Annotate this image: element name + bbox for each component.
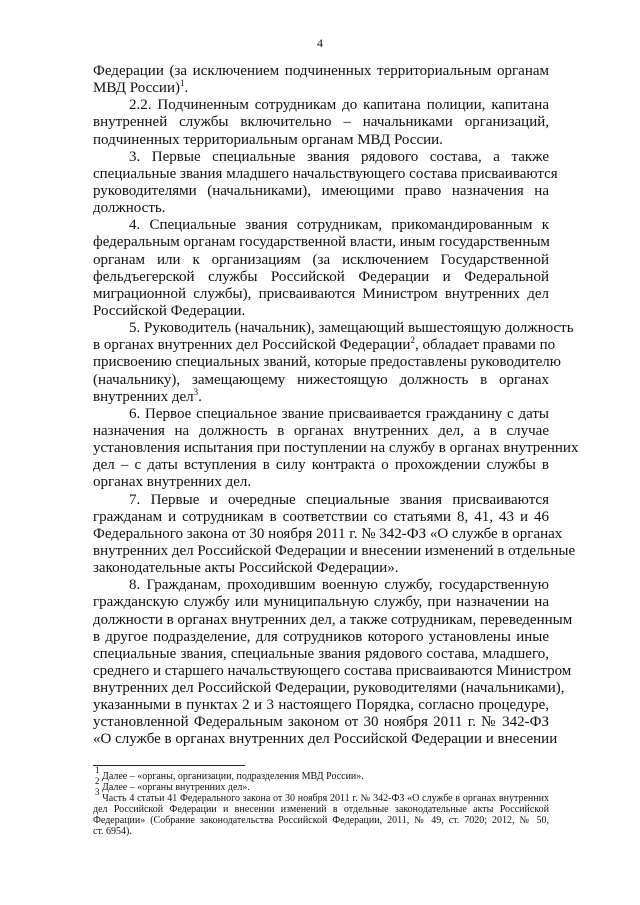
text-line [93,457,549,474]
text-line [93,509,549,526]
text-line [93,492,549,509]
text-line [93,200,549,217]
line-text: 3. Первые специальные звания рядового состава, а также [129,148,549,165]
text-line [93,354,562,371]
line-text: «О службе в органах внутренних дел Российской Федерации и внесении [93,731,558,748]
line-text: специальные звания, специальные звания рядового состава, младшего, [93,645,549,662]
line-text: Далее – «органы внутренних дел». [99,782,250,794]
line-text: федеральным органам государственной власти, иным государственным [93,234,550,251]
text-line [93,335,556,354]
line-text: установления испытания при поступлении на службу в органах внутренних [93,440,579,457]
text-line [93,525,563,543]
line-text: Часть 4 статьи 41 Федерального закона от 30 ноября 2011 г. № 342-ФЗ «О службе в органах внутренних [99,793,549,805]
text-line [93,286,549,303]
line-text: установленной Федеральным законом от 30 ноября 2011 г. № 342-ФЗ [93,714,549,731]
line-text: подчиненных территориальным органам МВД России. [93,131,443,148]
footnote-marker: 1 [179,78,185,89]
line-text: внутренних дел Российской Федерации и внесении изменений в отдельные [93,542,576,559]
footnote-line [93,804,549,815]
text-line [93,234,549,251]
line-text: 6. Первое специальное звание присваивается гражданину с даты [129,405,549,422]
line-text: органам или к организациям (за исключением Государственной [93,251,549,268]
line-text: Федерального закона от 30 ноября 2011 г. № 342-ФЗ «О службе в органах [93,525,563,542]
line-text: гражданам и сотрудникам в соответствии со статьями 8, 41, 43 и 46 [93,508,549,525]
line-text: МВД России) [93,80,180,97]
text-line [93,406,549,423]
text-line [93,80,549,97]
line-text: в органах внутренних дел Российской Федерации [93,337,411,354]
text-line [93,560,549,577]
line-text: 5. Руководитель (начальник), замещающий вышестоящую должность [129,320,574,337]
text-line [93,423,549,440]
line-text: назначения на должность в органах внутренних дел, а в случае [93,422,549,439]
text-line [93,646,549,663]
line-text: дел – с даты вступления в силу контракта о прохождении службы в [93,457,549,474]
line-text: фельдъегерской службы Российской Федерации и Федеральной [93,268,549,285]
text-line [93,577,549,594]
text-line [93,149,549,166]
line-text: руководителями (начальниками), имеющими право назначения на [93,182,549,199]
text-line [93,320,574,337]
text-line [93,542,576,560]
footnote-marker: 2 [410,335,415,346]
footnote-separator [93,765,245,766]
line-text: дел Российской Федерации и внесении изменений в отдельные законодательные акты Российской [93,803,549,815]
footnotes [93,765,549,837]
text-line [93,697,549,714]
line-text: законодательные акты Российской Федерации». [93,560,399,577]
text-line [93,386,549,406]
page-number: 4 [317,36,323,50]
line-text: (начальнику), замещающему нижестоящую должность в органах [93,371,549,388]
line-text: внутренних дел [93,388,194,405]
line-text: 2.2. Подчиненным сотрудникам до капитана полиции, капитана [129,97,549,114]
line-text: в другое подразделение, для сотрудников которого установлены иные [93,628,549,645]
line-text: органах внутренних дел. [93,474,252,491]
text-line [93,629,549,646]
line-text: ст. 6954). [93,825,132,837]
line-text: указанными в пунктах 2 и 3 настоящего Порядка, согласно процедуре, [93,697,549,714]
text-line [93,114,549,131]
footnote-line [93,765,549,782]
text-line [93,662,572,680]
footnote-marker: 2 [95,776,100,787]
line-text: 8. Гражданам, проходившим военную службу, государственную [129,577,549,594]
text-line [93,132,549,149]
footnote-marker: 3 [193,386,199,397]
footnote-line [93,826,549,837]
text-line [93,183,549,200]
text-line [93,474,549,491]
line-text: Далее – «органы, организации, подразделения МВД России». [99,771,364,782]
line-text: Федерации» (Собрание законодательства Российской Федерации, 2011, № 49, ст. 7020; 2012, № 50, [93,814,549,826]
text-line [93,303,549,320]
text-line [93,217,549,234]
line-text: среднего и старшего начальствующего состава присваиваются Министром [93,662,572,679]
line-text: должность. [93,200,166,217]
text-line [93,680,565,697]
line-text: . [184,80,189,97]
line-text: присвоению специальных званий, которые предоставлены руководителю [93,354,562,371]
line-text: 7. Первые и очередные специальные звания присваиваются [129,491,549,508]
line-text: Федерации (за исключением подчиненных территориальным органам [93,63,549,79]
line-text: гражданскую службу или муниципальную службу, при назначении на [93,594,549,611]
text-line [93,611,573,629]
line-text: специальные звания младшего начальствующего состава присваиваются [93,165,558,182]
footnote-line [93,815,549,826]
line-text: должности в органах внутренних дел, а также сотрудникам, переведенным [93,611,573,628]
text-line [93,731,558,748]
text-line [93,714,549,731]
footnote-marker: 1 [95,765,100,775]
text-line [93,269,549,286]
text-line [93,372,549,389]
line-text: . [198,388,202,405]
line-text: Российской Федерации. [93,302,246,319]
document-body [93,63,579,749]
footnote-marker: 3 [95,787,100,798]
text-line [93,165,558,183]
text-line [93,97,549,114]
text-line [93,252,549,269]
text-line [93,594,549,611]
line-text: , обладает правами по [414,337,556,354]
line-text: внутренних дел Российской Федерации, руководителями (начальниками), [93,680,565,697]
text-line [93,440,579,457]
line-text: внутренней службы включительно – начальниками организаций, [93,114,549,131]
line-text: 4. Специальные звания сотрудникам, прикомандированным к [129,217,549,234]
text-line [93,63,549,80]
line-text: миграционной службы), присваиваются Министром внутренних дел [93,285,549,302]
